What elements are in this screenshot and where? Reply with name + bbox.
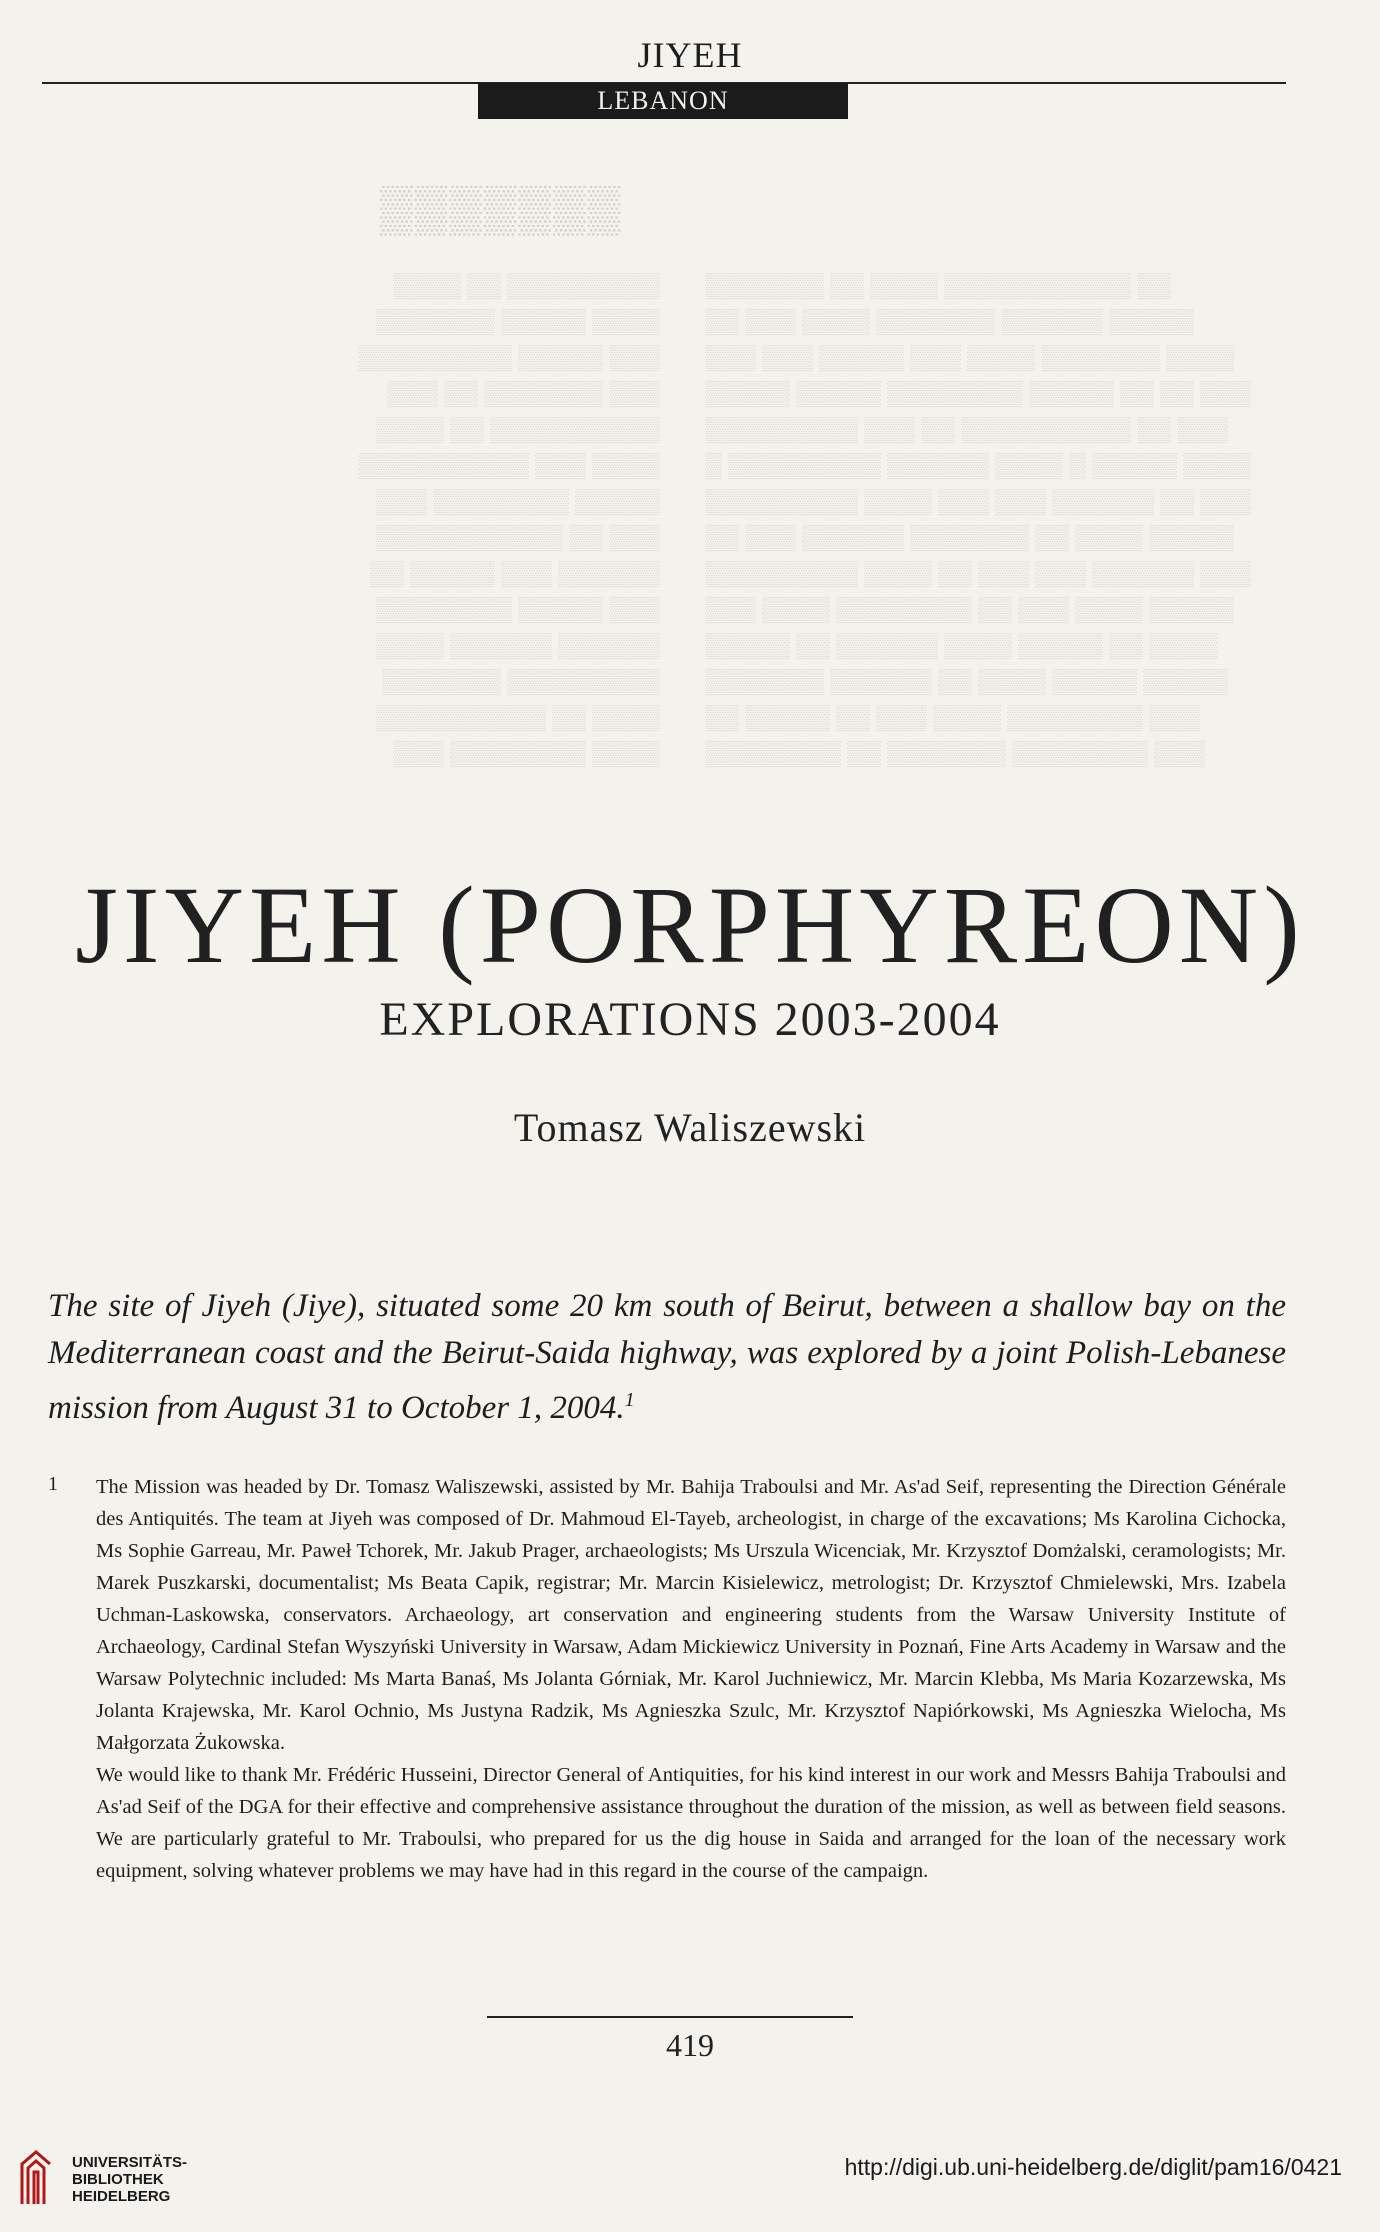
library-name-line-2: BIBLIOTHEK	[72, 2171, 164, 2188]
author-name: Tomasz Waliszewski	[513, 1105, 867, 1150]
page-number-rule	[487, 2016, 853, 2018]
library-name-line-1: UNIVERSITÄTS-	[72, 2154, 188, 2171]
bleed-through-heading: ▒▒▒▒▒▒▒	[380, 183, 623, 234]
footnote-paragraph-2: We would like to thank Mr. Frédéric Husseini, Director General of Antiquities, for his kind interest in our work and Messrs Bahija Traboulsi and As'ad Seif of the DGA for their effective and comprehensive assistance throughout the duration of the mission, as well as between field seasons. We are particularly grateful to Mr. Traboulsi, who prepared for us the dig house in Saida and arranged for the loan of the necessary work equipment, solving whatever problems we may have had in this regard in the course of the campaign.	[96, 1764, 1286, 1882]
library-name-line-3: HEIDELBERG	[72, 2188, 171, 2205]
footnote-paragraph-1: The Mission was headed by Dr. Tomasz Waliszewski, assisted by Mr. Bahija Traboulsi and Mr. As'ad Seif, representing the Direction Générale des Antiquités. The team at Jiyeh was composed of Dr. Mahmoud El-Tayeb, archeologist, in charge of the excavations; Ms Karolina Cichocka, Ms Sophie Garreau, Mr. Paweł Tchorek, Mr. Jakub Prager, archaeologists; Ms Urszula Wicenciak, Mr. Krzysztof Domżalski, ceramologists; Mr. Marek Puszkarski, documentalist; Ms Beata Capik, registrar; Mr. Marcin Kisielewicz, metrologist; Dr. Krzysztof Chmielewski, Mrs. Izabela Uchman-Laskowska, conservators. Archaeology, art conservation and engineering students from the Warsaw University Institute of Archaeology, Cardinal Stefan Wyszyński University in Warsaw, Adam Mickiewicz University in Poznań, Fine Arts Academy in Warsaw and the Warsaw Polytechnic included: Ms Marta Banaś, Ms Jolanta Górniak, Mr. Karol Juchniewicz, Mr. Marcin Klebba, Ms Maria Kozarzewska, Ms Jolanta Krajewska, Mr. Karol Ochnio, Ms Justyna Radzik, Ms Agnieszka Szulc, Mr. Krzysztof Napiórkowski, Ms Agnieszka Wielocha, Ms Małgorzata Żukowska.	[96, 1476, 1286, 1754]
abstract-text: The site of Jiyeh (Jiye), situated some 20 km south of Beirut, between a shallow bay on the Mediterranean coast and the Beirut-Saida highway, was explored by a joint Polish-Lebanese mission from August 31 to October 1, 2004.	[48, 1288, 1286, 1426]
footnote-reference[interactable]: 1	[624, 1389, 635, 1411]
running-header-band: LEBANON	[478, 83, 848, 119]
footnote	[96, 1471, 1286, 1887]
running-header-title: JIYEH	[637, 35, 743, 75]
article-subtitle: EXPLORATIONS 2003-2004	[379, 993, 1001, 1046]
article-title: JIYEH (PORPHYREON)	[75, 864, 1305, 986]
library-logo-icon	[16, 2146, 56, 2206]
bleed-through-right-column: ▒▒▒▒▒▒▒ ▒▒ ▒▒▒▒ ▒▒▒▒▒▒▒▒▒▒▒ ▒▒ ▒▒ ▒▒▒ ▒▒▒▒ ▒▒▒▒▒▒▒ ▒▒▒▒▒▒ ▒▒▒▒▒ ▒▒▒ ▒▒▒ ▒▒▒▒▒ ▒▒▒ ▒▒▒▒ ▒▒▒▒▒▒▒ ▒▒▒▒ ▒▒▒▒▒ ▒▒▒▒▒ ▒▒▒▒▒▒▒▒ ▒▒▒▒▒ ▒▒ ▒▒ ▒▒▒ ▒▒▒▒▒▒▒▒▒ ▒▒▒ ▒▒ ▒▒▒▒▒▒▒▒▒▒ ▒▒ ▒▒▒ ▒ ▒▒▒▒▒▒▒▒▒ ▒▒▒▒▒▒ ▒▒▒▒ ▒ ▒▒▒▒▒ ▒▒▒▒ ▒▒▒▒▒▒▒▒▒ ▒▒▒▒ ▒▒▒ ▒▒▒ ▒▒▒▒▒▒ ▒▒ ▒▒▒ ▒▒ ▒▒▒ ▒▒▒▒▒▒ ▒▒▒▒▒▒▒ ▒▒ ▒▒▒▒ ▒▒▒▒▒ ▒▒▒▒▒▒▒▒▒ ▒▒▒▒ ▒▒ ▒▒▒ ▒▒▒ ▒▒▒▒▒▒ ▒▒▒ ▒▒▒ ▒▒▒▒ ▒▒▒▒▒▒▒▒ ▒▒ ▒▒▒ ▒▒▒▒ ▒▒▒▒▒ ▒▒▒▒▒ ▒▒ ▒▒▒▒▒▒ ▒▒▒▒ ▒▒▒▒▒ ▒▒ ▒▒▒▒ ▒▒▒▒▒▒▒ ▒▒▒▒▒▒ ▒▒ ▒▒▒▒ ▒▒▒▒▒ ▒▒▒▒▒ ▒▒ ▒▒▒▒▒ ▒▒ ▒▒▒ ▒▒▒▒ ▒▒▒▒▒▒▒▒ ▒▒▒ ▒▒▒▒▒▒▒▒ ▒▒ ▒▒▒▒▒▒▒ ▒▒▒▒▒▒▒▒ ▒▒▒	[705, 273, 1252, 767]
footnote-number: 1	[48, 1473, 58, 1495]
page-number: 419	[666, 2027, 714, 2063]
abstract-paragraph	[48, 1283, 1286, 1432]
library-name	[72, 2154, 187, 2205]
source-url-link[interactable]: http://digi.ub.uni-heidelberg.de/diglit/pam16/0421	[844, 2154, 1342, 2180]
bleed-through-left-column: ▒▒▒▒ ▒▒ ▒▒▒▒▒▒▒▒▒ ▒▒▒▒▒▒▒ ▒▒▒▒▒ ▒▒▒▒ ▒▒▒▒▒▒▒▒▒ ▒▒▒▒▒ ▒▒▒ ▒▒▒ ▒▒ ▒▒▒▒▒▒▒ ▒▒▒ ▒▒▒▒ ▒▒ ▒▒▒▒▒▒▒▒▒▒ ▒▒▒▒▒▒▒▒▒▒ ▒▒▒ ▒▒▒▒ ▒▒▒ ▒▒▒▒▒▒▒▒ ▒▒▒▒▒ ▒▒▒▒▒▒▒▒▒▒▒ ▒▒ ▒▒▒ ▒▒ ▒▒▒▒▒ ▒▒▒ ▒▒▒▒▒▒ ▒▒▒▒▒▒▒▒ ▒▒▒▒▒ ▒▒▒ ▒▒▒▒ ▒▒▒▒▒▒ ▒▒▒▒▒▒ ▒▒▒▒▒▒▒ ▒▒▒▒▒▒▒▒▒ ▒▒▒▒▒▒▒▒▒▒ ▒▒ ▒▒▒▒ ▒▒▒ ▒▒▒▒▒▒▒▒ ▒▒▒▒	[358, 273, 660, 767]
